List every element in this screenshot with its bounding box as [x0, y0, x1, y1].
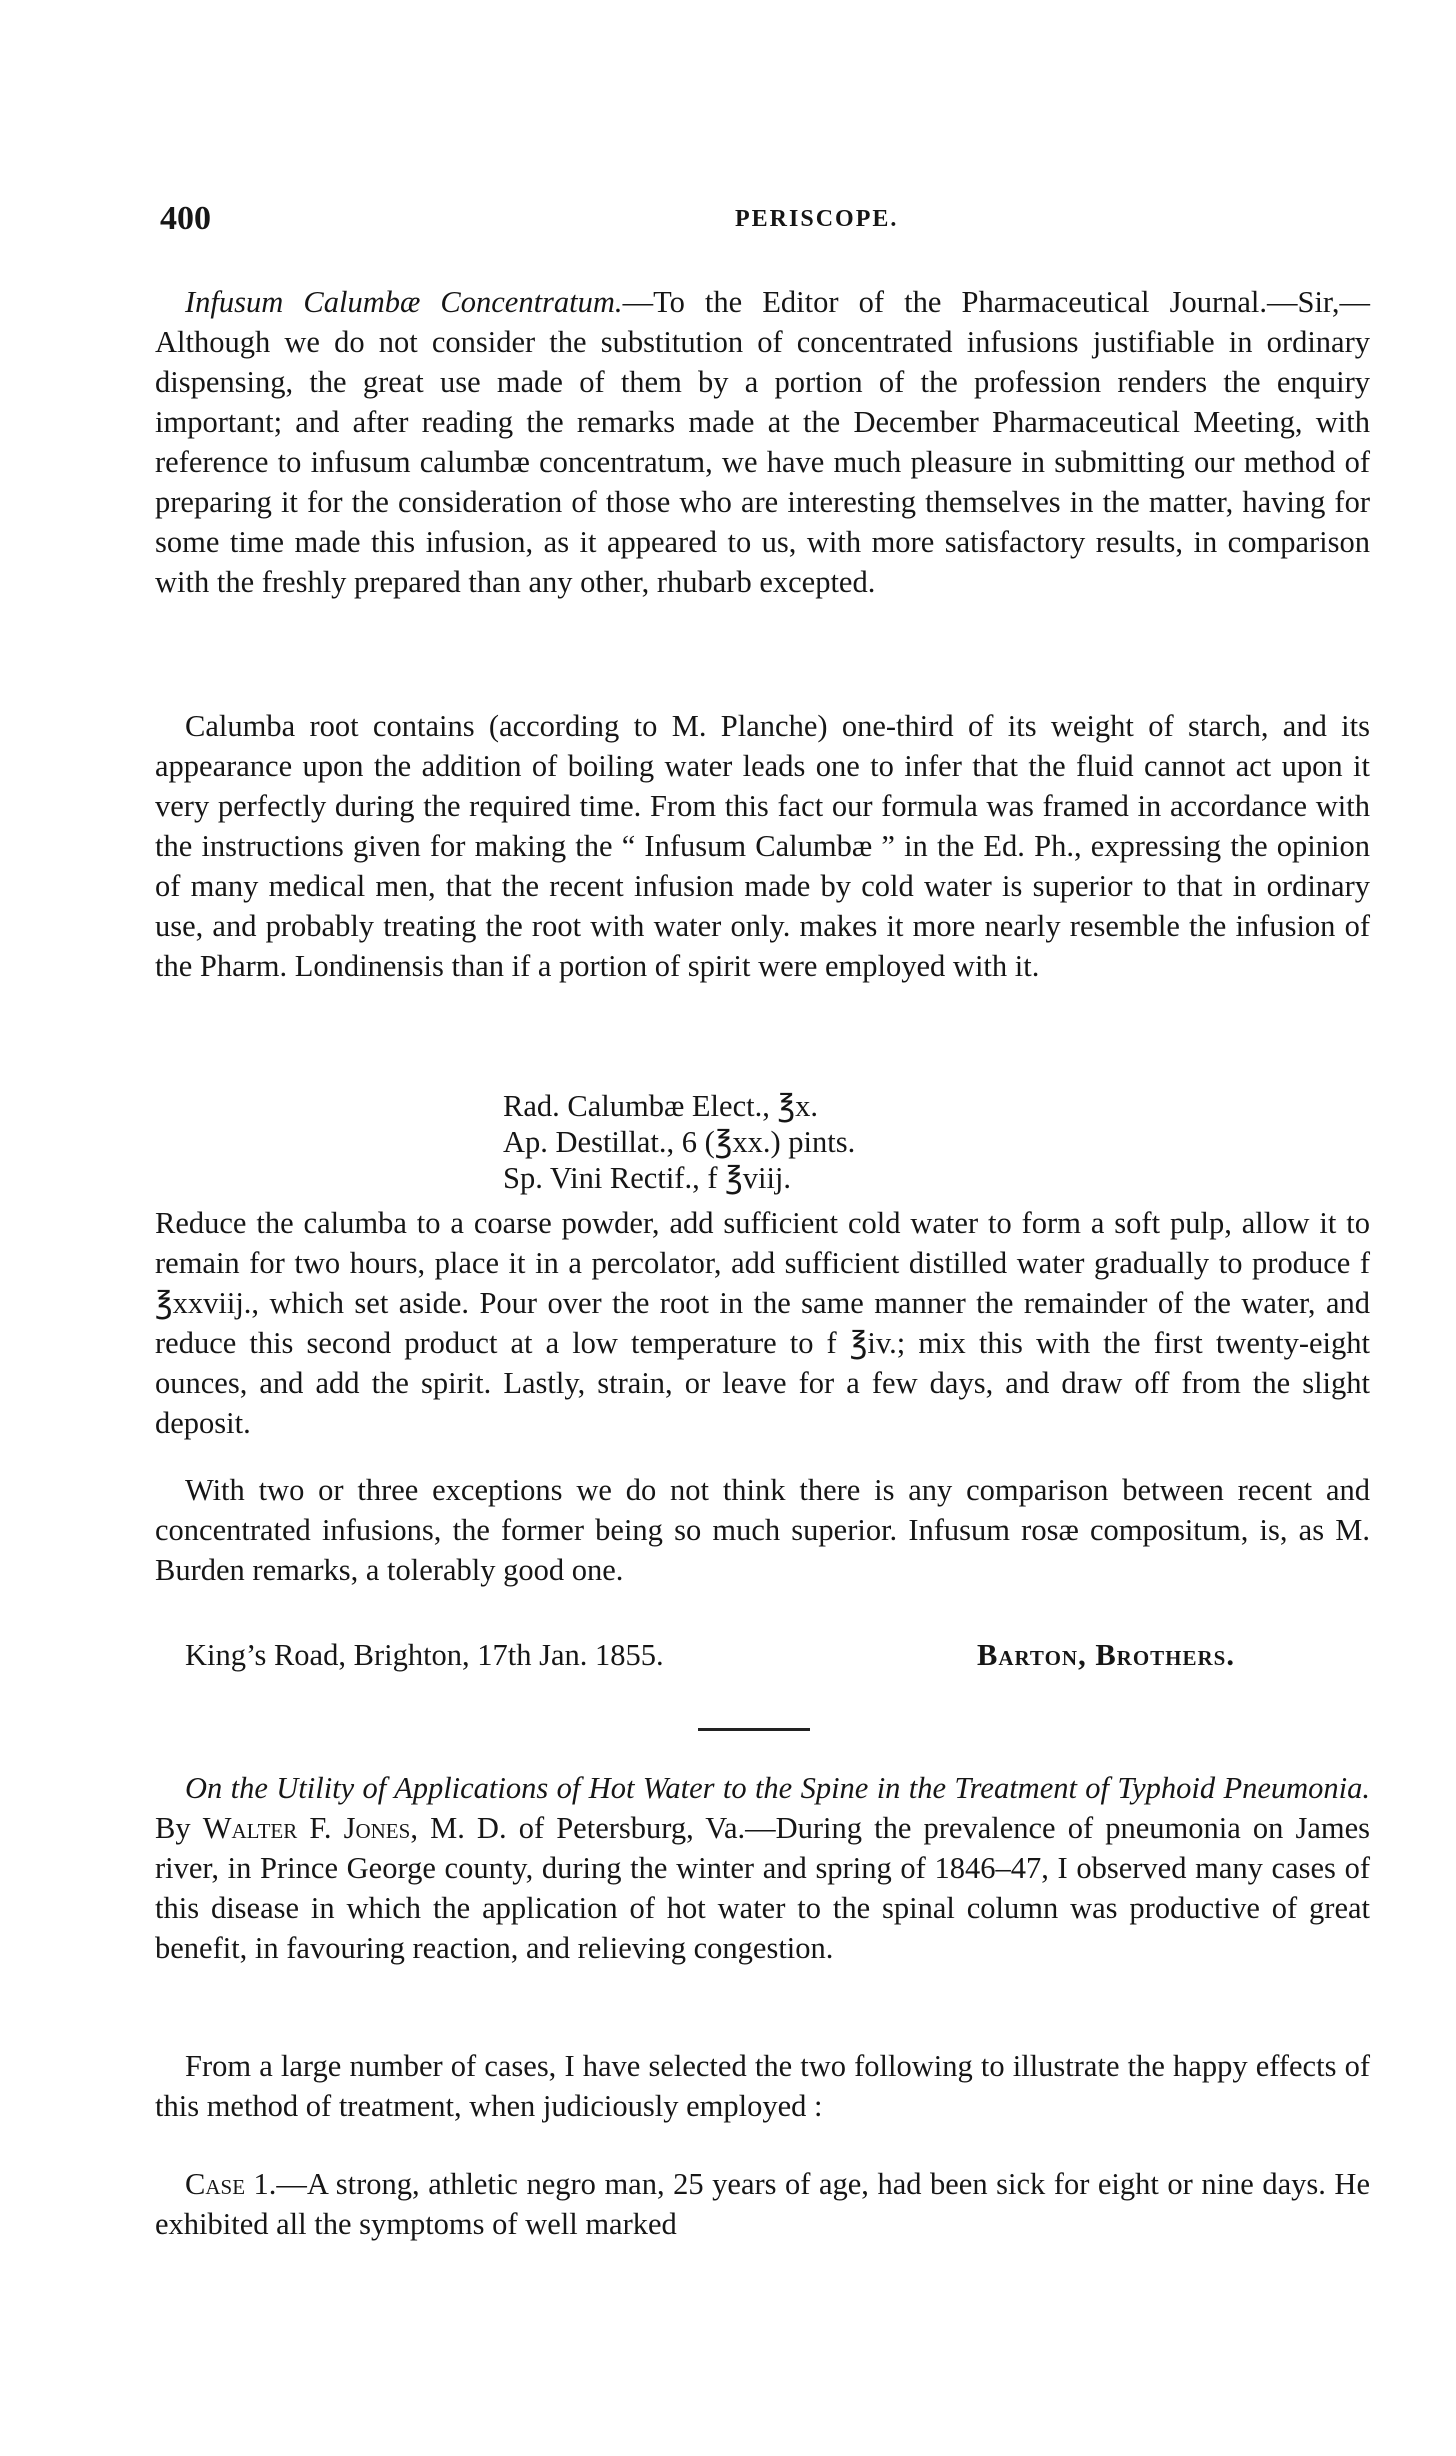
article1-paragraph-3: Reduce the calumba to a coarse powder, add sufficient cold water to form a soft pulp, allow it to remain for two hours, place it in a percolator, add sufficient distilled water gradually to produce f ℥xxviij., which set aside. Pour over the root in the same manner the remainder of the water, and reduce this second product at a low temperature to f ℥iv.; mix this with the first twenty-eight ounces, and add the spirit. Lastly, strain, or leave for a few days, and draw off from the slight deposit.: [155, 1206, 1370, 1440]
recipe-line-1: Rad. Calumbæ Elect., ℥x.: [503, 1089, 818, 1123]
article1-paragraph-1: [155, 282, 1370, 602]
article2-byline-by: By: [155, 1811, 203, 1845]
page-number: 400: [160, 200, 211, 237]
section-divider: [698, 1728, 810, 1731]
page-header: [160, 200, 1360, 244]
running-head: PERISCOPE.: [735, 206, 899, 232]
recipe-line-3: Sp. Vini Rectif., f ℥viij.: [503, 1161, 792, 1195]
article2-paragraph-1-text: , M. D. of Petersburg, Va.—During the prevalence of pneumonia on James river, in Prince George county, during the winter and spring of 1846–47, I observed many cases of this disease in which the application of hot water to the spinal column was productive of great benefit, in favouring reaction, and relieving congestion.: [155, 1811, 1371, 1965]
article2-paragraph-3: [155, 2164, 1370, 2244]
article2-paragraph-2: From a large number of cases, I have selected the two following to illustrate the happy effects of this method of treatment, when judiciously employed :: [155, 2049, 1370, 2123]
article1-title: Infusum Calumbæ Concentratum.: [185, 285, 623, 319]
article1-author: Barton, Brothers.: [977, 1638, 1235, 1672]
recipe-formula: [503, 1088, 855, 1196]
article1-paragraph-2: Calumba root contains (according to M. Planche) one-third of its weight of starch, and its appearance upon the addition of boiling water leads one to infer that the fluid cannot act upon it very perfectly during the required time. From this fact our formula was framed in accordance with the instructions given for making the “ Infusum Calumbæ ” in the Ed. Ph., expressing the opinion of many medical men, that the recent infusion made by cold water is superior to that in ordinary use, and probably treating the root with water only. makes it more nearly resemble the infusion of the Pharm. Londinensis than if a portion of spirit were employed with it.: [155, 709, 1370, 983]
recipe-line-2: Ap. Destillat., 6 (℥xx.) pints.: [503, 1125, 856, 1159]
article2-author-name: Walter F. Jones: [202, 1811, 411, 1845]
place-date: King’s Road, Brighton, 17th Jan. 1855.: [185, 1638, 664, 1672]
article1-paragraph-4: With two or three exceptions we do not think there is any comparison between recent and concentrated infusions, the former being so much superior. Infusum rosæ compositum, is, as M. Burden remarks, a tolerably good one.: [155, 1473, 1370, 1587]
article2-paragraph-1: [155, 1768, 1370, 1968]
case-text: —A strong, athletic negro man, 25 years of age, had been sick for eight or nine days. He exhibited all the symptoms of well marked: [155, 2167, 1370, 2241]
case-label: Case 1.: [185, 2167, 277, 2201]
article2-title: On the Utility of Applications of Hot Water to the Spine in the Treatment of Typhoid Pneumonia.: [185, 1771, 1370, 1805]
article1-paragraph-1-text: —To the Editor of the Pharmaceutical Journal.—Sir,—Although we do not consider the substitution of concentrated infusions justifiable in ordinary dispensing, the great use made of them by a portion of the profession renders the enquiry important; and after reading the remarks made at the December Pharmaceutical Meeting, with reference to infusum calumbæ concentratum, we have much pleasure in submitting our method of preparing it for the consideration of those who are interesting themselves in the matter, having for some time made this infusion, as it appeared to us, with more satisfactory results, in comparison with the freshly prepared than any other, rhubarb excepted.: [155, 285, 1370, 599]
